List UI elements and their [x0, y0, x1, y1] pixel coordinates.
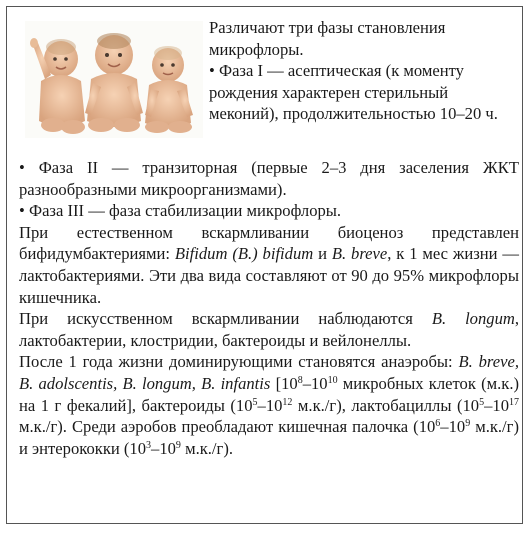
exp-5: 5	[479, 396, 485, 408]
natural-text-a: При естественном вскармливании биоценоз представлен бифидумбактериями:	[19, 222, 519, 264]
exp-3: 5	[252, 396, 258, 408]
intro-line: Различают три фазы становления микрофлоры.	[209, 18, 446, 59]
artificial-text-a: При искусственном вскармливании наблюдаются	[19, 309, 432, 329]
exp-6: 17	[509, 396, 519, 408]
after-t3: микробных клеток (м.к.) на 1 г фекалий], бактероиды (10	[19, 373, 519, 415]
content-box	[6, 6, 523, 524]
exp-9: 3	[146, 439, 152, 451]
intro-block	[209, 17, 519, 125]
phase-two: • Фаза II — транзиторная (первые 2–3 дня заселения ЖКТ разнообразными микроорганизмами).	[19, 158, 519, 199]
after-t7: м.к./г). Среди аэробов преобладают кишечная палочка (10	[19, 417, 436, 437]
exp-2: 10	[327, 374, 338, 386]
exp-10: 9	[175, 439, 181, 451]
natural-feeding-paragraph	[19, 222, 519, 308]
natural-and: и	[313, 244, 332, 264]
after-text-a: После 1 года жизни доминирующими становятся анаэробы:	[19, 352, 459, 372]
exp-8: 9	[465, 418, 471, 430]
artificial-feeding-paragraph	[19, 308, 519, 351]
exp-1: 8	[297, 374, 303, 386]
species-bifidum: Bifidum (B.) bifidum	[174, 244, 314, 264]
after-t9: м.к./г) и энтерококки (10	[19, 417, 519, 458]
main-text	[19, 157, 519, 459]
exp-4: 12	[282, 396, 293, 408]
after-year-paragraph	[19, 351, 519, 459]
natural-text-b: , к 1 мес жизни — лактобактериями. Эти два вида составляют от 90 до 95% микрофлоры кишечника.	[19, 244, 520, 307]
exp-7: 6	[435, 418, 441, 430]
after-t6: –10	[484, 395, 509, 415]
species-longum: B. longum	[431, 309, 515, 329]
three-babies-photo	[25, 21, 203, 138]
species-anaerobes: B. breve, B. adolscentis, B. longum, B. infantis	[19, 352, 520, 393]
after-t11: м.к./г).	[180, 438, 234, 458]
phase-one: • Фаза I — асептическая (к моменту рождения характерен стерильный меконий), продолжительностью 10–20 ч.	[209, 61, 498, 124]
after-t4: –10	[257, 395, 283, 415]
species-breve: B. breve	[331, 244, 388, 264]
after-t1: [10	[270, 373, 298, 393]
after-t5: м.к./г), лактобациллы (10	[292, 395, 480, 415]
after-t2: –10	[302, 373, 328, 393]
after-t10: –10	[151, 438, 176, 458]
after-t8: –10	[440, 417, 466, 437]
phase-three: • Фаза III — фаза стабилизации микрофлоры.	[19, 201, 342, 221]
artificial-text-b: , лактобактерии, клостридии, бактероиды и вейлонеллы.	[19, 309, 520, 350]
